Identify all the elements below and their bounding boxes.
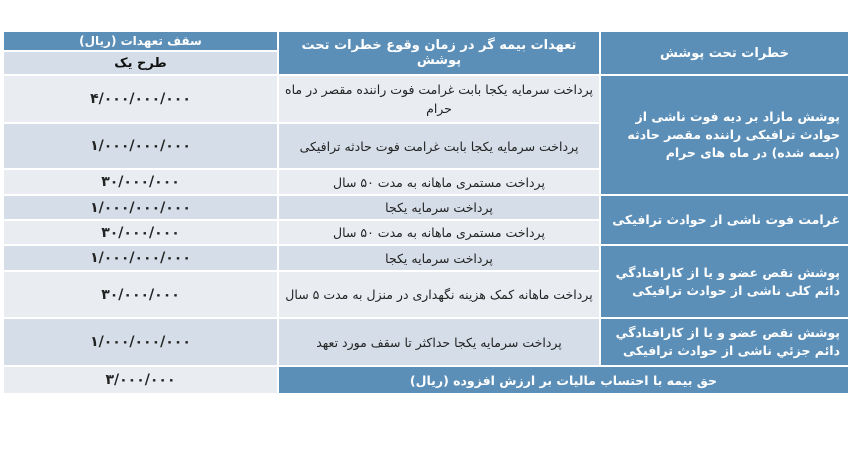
amount-cell: ۱/۰۰۰/۰۰۰/۰۰۰ xyxy=(4,319,277,365)
coverage-table xyxy=(2,30,850,395)
header-plan: طرح یک xyxy=(4,52,277,74)
premium-amount: ۳/۰۰۰/۰۰۰ xyxy=(4,367,277,393)
amount-cell: ۳۰/۰۰۰/۰۰۰ xyxy=(4,170,277,194)
obligation-cell: پرداخت مستمری ماهانه به مدت ۵۰ سال xyxy=(279,221,599,244)
risk-cell: پوشش نقص عضو و یا از کارافتادگي دائم کلی ناشی از حوادث ترافیکی xyxy=(601,246,848,317)
risk-cell: غرامت فوت ناشی از حوادث ترافیکی xyxy=(601,196,848,244)
header-obligations: تعهدات بیمه گر در زمان وقوع خطرات تحت پوشش xyxy=(279,32,599,74)
amount-cell: ۱/۰۰۰/۰۰۰/۰۰۰ xyxy=(4,124,277,168)
obligation-cell: پرداخت مستمری ماهانه به مدت ۵۰ سال xyxy=(279,170,599,194)
risk-cell: پوشش مازاد بر دیه فوت ناشی از حوادث ترافیکی راننده مقصر حادثه (بیمه شده) در ماه های حرام xyxy=(601,76,848,194)
header-ceiling: سقف تعهدات (ریال) xyxy=(4,32,277,50)
table-row xyxy=(4,319,848,365)
amount-cell: ۳۰/۰۰۰/۰۰۰ xyxy=(4,272,277,317)
obligation-cell: پرداخت سرمایه یکجا xyxy=(279,246,599,270)
table-row xyxy=(4,196,848,219)
obligation-cell: پرداخت سرمایه یکجا xyxy=(279,196,599,219)
amount-cell: ۴/۰۰۰/۰۰۰/۰۰۰ xyxy=(4,76,277,122)
header-risks: خطرات تحت پوشش xyxy=(601,32,848,74)
premium-row xyxy=(4,367,848,393)
obligation-cell: پرداخت سرمایه یکجا حداکثر تا سقف مورد تعهد xyxy=(279,319,599,365)
premium-label: حق بیمه با احتساب مالیات بر ارزش افزوده (ریال) xyxy=(279,367,848,393)
coverage-table-container xyxy=(2,30,848,395)
risk-cell: پوشش نقص عضو و یا از کارافتادگي دائم جزئي ناشی از حوادث ترافیکی xyxy=(601,319,848,365)
amount-cell: ۱/۰۰۰/۰۰۰/۰۰۰ xyxy=(4,196,277,219)
amount-cell: ۳۰/۰۰۰/۰۰۰ xyxy=(4,221,277,244)
obligation-cell: پرداخت ماهانه کمک هزینه نگهداری در منزل به مدت ۵ سال xyxy=(279,272,599,317)
table-row xyxy=(4,246,848,270)
obligation-cell: پرداخت سرمایه یکجا بابت غرامت فوت حادثه ترافیکی xyxy=(279,124,599,168)
obligation-cell: پرداخت سرمایه یکجا بابت غرامت فوت راننده مقصر در ماه حرام xyxy=(279,76,599,122)
table-row xyxy=(4,76,848,122)
amount-cell: ۱/۰۰۰/۰۰۰/۰۰۰ xyxy=(4,246,277,270)
